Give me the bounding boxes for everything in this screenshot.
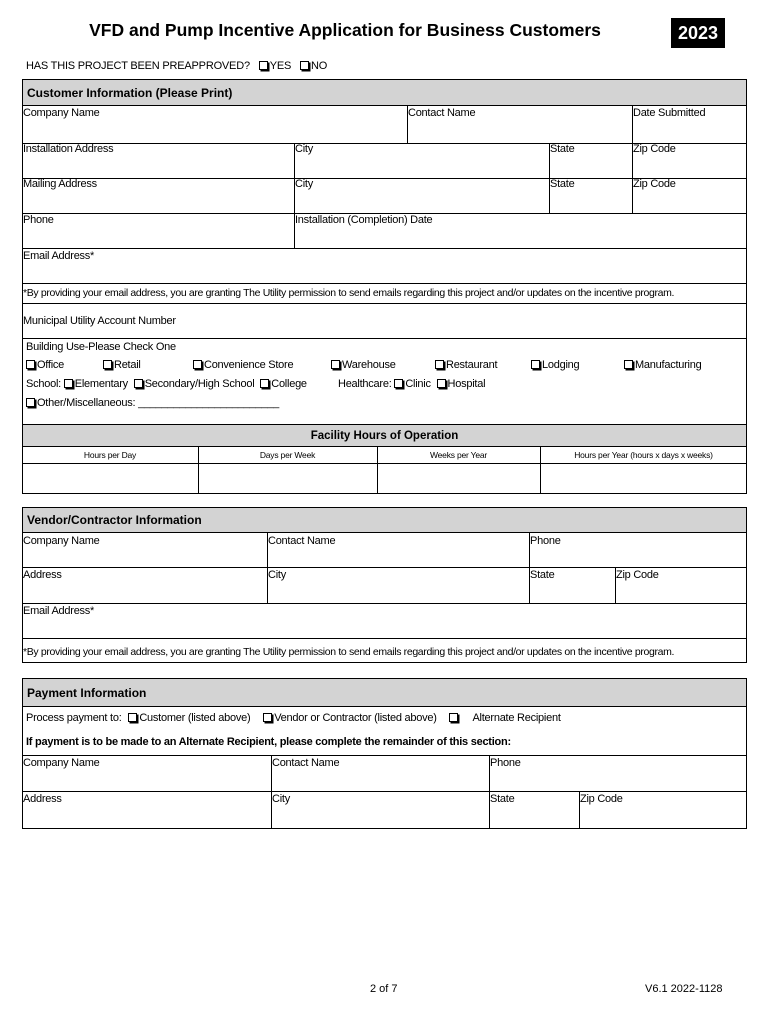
pay-vendor-label: Vendor or Contractor (listed above) (274, 712, 437, 724)
other-row[interactable] (26, 397, 279, 409)
other-checkbox[interactable] (26, 398, 35, 407)
healthcare-label: Healthcare: (338, 378, 392, 390)
process-payment-row (26, 712, 561, 724)
warehouse-checkbox[interactable] (331, 360, 340, 369)
convenience-store-checkbox[interactable] (193, 360, 202, 369)
mailing-address-label: Mailing Address (23, 178, 97, 190)
use-warehouse[interactable] (331, 359, 396, 371)
customer-email-label: Email Address* (23, 250, 95, 262)
payment-zip-label: Zip Code (580, 793, 623, 805)
hospital-checkbox[interactable] (437, 379, 446, 388)
convenience-store-label: Convenience Store (204, 359, 294, 371)
vendor-address-label: Address (23, 569, 62, 581)
installation-address-label: Installation Address (23, 143, 114, 155)
vendor-phone-label: Phone (530, 535, 561, 547)
payment-company-name-label: Company Name (23, 757, 100, 769)
form-title: VFD and Pump Incentive Application for Business Customers (89, 20, 601, 40)
pay-customer-label: Customer (listed above) (139, 712, 251, 724)
office-label: Office (37, 359, 65, 371)
preapproved-yes-checkbox[interactable] (259, 61, 268, 70)
weeks-per-year-header: Weeks per Year (429, 450, 488, 460)
vendor-section-heading: Vendor/Contractor Information (22, 507, 747, 533)
healthcare-row (338, 378, 485, 390)
preapproved-no-label: NO (311, 60, 328, 72)
pay-vendor-checkbox[interactable] (263, 713, 272, 722)
warehouse-label: Warehouse (342, 359, 396, 371)
pay-alternate-label: Alternate Recipient (472, 712, 561, 724)
page-number: 2 of 7 (370, 983, 398, 995)
elementary-label: Elementary (74, 378, 128, 390)
payment-city-label: City (272, 793, 290, 805)
building-use-label: Building Use-Please Check One (26, 341, 176, 353)
payment-address-label: Address (23, 793, 62, 805)
use-restaurant[interactable] (435, 359, 497, 371)
manufacturing-checkbox[interactable] (624, 360, 633, 369)
use-office[interactable] (26, 359, 64, 371)
installation-city-label: City (295, 143, 313, 155)
preapproved-question: HAS THIS PROJECT BEEN PREAPPROVED? (26, 60, 250, 72)
facility-hours-heading: Facility Hours of Operation (22, 424, 747, 447)
mailing-zip-label: Zip Code (633, 178, 676, 190)
days-per-week-field[interactable] (199, 464, 376, 493)
elementary-checkbox[interactable] (64, 379, 73, 388)
customer-section-heading: Customer Information (Please Print) (22, 79, 747, 106)
manufacturing-label: Manufacturing (635, 359, 702, 371)
mailing-state-label: State (550, 178, 575, 190)
clinic-checkbox[interactable] (394, 379, 403, 388)
pay-alternate-checkbox[interactable] (449, 713, 458, 722)
hours-per-day-header: Hours per Day (83, 450, 137, 460)
vendor-contact-name-label: Contact Name (268, 535, 336, 547)
school-label: School: (26, 378, 61, 390)
vendor-email-label: Email Address* (23, 605, 95, 617)
secondary-label: Secondary/High School (144, 378, 255, 390)
mailing-city-label: City (295, 178, 313, 190)
payment-section (22, 706, 747, 829)
installation-zip-label: Zip Code (633, 143, 676, 155)
customer-contact-name-label: Contact Name (408, 107, 476, 119)
vendor-email-note: *By providing your email address, you are granting The Utility permission to send emails regarding this project and/or updates on the incentive program. (23, 646, 675, 658)
other-label: Other/Miscellaneous: ________________________ (37, 397, 279, 409)
lodging-label: Lodging (542, 359, 580, 371)
use-lodging[interactable] (531, 359, 579, 371)
vendor-city-label: City (268, 569, 286, 581)
restaurant-label: Restaurant (446, 359, 498, 371)
payment-phone-label: Phone (490, 757, 521, 769)
days-per-week-header: Days per Week (259, 450, 316, 460)
secondary-checkbox[interactable] (134, 379, 143, 388)
pay-customer-checkbox[interactable] (128, 713, 137, 722)
process-payment-label: Process payment to: (26, 712, 122, 724)
weeks-per-year-field[interactable] (378, 464, 539, 493)
installation-state-label: State (550, 143, 575, 155)
college-checkbox[interactable] (260, 379, 269, 388)
clinic-label: Clinic (405, 378, 431, 390)
school-row (26, 378, 307, 390)
restaurant-checkbox[interactable] (435, 360, 444, 369)
customer-phone-label: Phone (23, 214, 54, 226)
version-number: V6.1 2022-1128 (645, 983, 723, 995)
vendor-zip-label: Zip Code (616, 569, 659, 581)
preapproved-row (26, 60, 327, 72)
hours-per-year-header: Hours per Year (hours x days x weeks) (574, 450, 713, 460)
preapproved-yes-label: YES (269, 60, 292, 72)
vendor-company-name-label: Company Name (23, 535, 100, 547)
installation-date-label: Installation (Completion) Date (295, 214, 433, 226)
college-label: College (271, 378, 307, 390)
lodging-checkbox[interactable] (531, 360, 540, 369)
vendor-section (22, 532, 747, 663)
customer-company-name-label: Company Name (23, 107, 100, 119)
payment-section-heading: Payment Information (22, 678, 747, 707)
use-retail[interactable] (103, 359, 141, 371)
hours-per-year-field[interactable] (541, 464, 746, 493)
customer-email-note: *By providing your email address, you are granting The Utility permission to send emails regarding this project and/or updates on the incentive program. (23, 287, 675, 299)
account-number-label: Municipal Utility Account Number (23, 315, 176, 327)
use-convenience-store[interactable] (193, 359, 293, 371)
alternate-recipient-note: If payment is to be made to an Alternate Recipient, please complete the remainder of this section: (26, 736, 511, 748)
payment-state-label: State (490, 793, 515, 805)
use-manufacturing[interactable] (624, 359, 701, 371)
preapproved-no-checkbox[interactable] (300, 61, 309, 70)
office-checkbox[interactable] (26, 360, 35, 369)
payment-contact-name-label: Contact Name (272, 757, 340, 769)
hours-per-day-field[interactable] (23, 464, 197, 493)
hospital-label: Hospital (447, 378, 486, 390)
vendor-state-label: State (530, 569, 555, 581)
retail-label: Retail (114, 359, 141, 371)
date-submitted-label: Date Submitted (633, 107, 706, 119)
year-badge: 2023 (671, 18, 725, 48)
retail-checkbox[interactable] (103, 360, 112, 369)
